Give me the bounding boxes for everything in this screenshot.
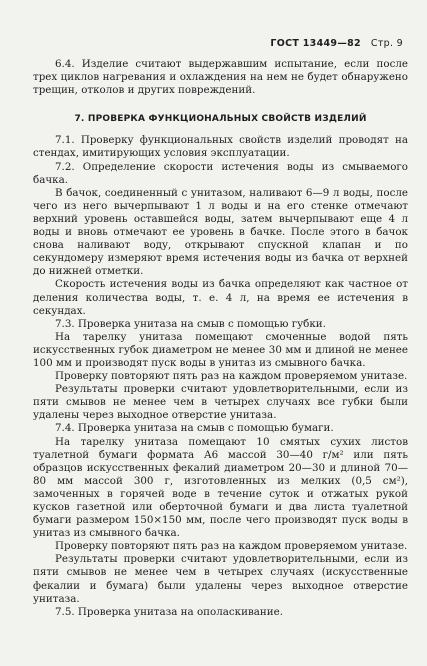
paragraph: Результаты проверки считают удовлетворительными, если из пяти смывов не менее чем в четырех случаях (искусственные фекалии и бумага) были удалены через выходное отверстие унитаза. xyxy=(33,553,408,605)
paragraph: Скорость истечения воды из бачка определяют как частное от деления количества воды, т. е. 4 л, на время ее истечения в секундах. xyxy=(33,278,408,317)
paragraph: Проверку повторяют пять раз на каждом проверяемом унитазе. xyxy=(55,370,408,383)
standard-number: ГОСТ 13449—82 xyxy=(270,38,361,49)
paragraph: Проверку повторяют пять раз на каждом проверяемом унитазе. xyxy=(55,540,408,553)
paragraph-7-1: 7.1. Проверку функциональных свойств изделий проводят на стендах, имитирующих условия эксплуатации. xyxy=(33,134,408,160)
paragraph-6-4: 6.4. Изделие считают выдержавшим испытание, если после трех циклов нагревания и охлаждения на нем не будет обнаружено трещин, отколов и других повреждений. xyxy=(33,58,408,97)
paragraph-7-2: 7.2. Определение скорости истечения воды из смываемого бачка. xyxy=(33,160,408,186)
paragraph: В бачок, соединенный с унитазом, наливают 6—9 л воды, после чего из него вычерпывают 1 л воды и на его стенке отмечают верхний уровень оставшейся воды, затем вычерпывают еще 4 л воды и вновь отмечают ее уровень в бачке. После этого в бачок снова наливают воду, открывают спускной клапан и по секундомеру измеряют время истечения воды из бачка от верхней до нижней отметки. xyxy=(33,186,408,278)
paragraph-7-4: 7.4. Проверка унитаза на смыв с помощью бумаги. xyxy=(55,422,334,435)
section-heading: 7. ПРОВЕРКА ФУНКЦИОНАЛЬНЫХ СВОЙСТВ ИЗДЕЛИЙ xyxy=(74,114,367,125)
paragraph-7-3: 7.3. Проверка унитаза на смыв с помощью губки. xyxy=(55,317,326,330)
paragraph-7-5: 7.5. Проверка унитаза на ополаскивание. xyxy=(55,605,283,618)
document-body xyxy=(33,58,408,619)
paragraph: На тарелку унитаза помещают смоченные водой пять искусственных губок диаметром не менее 30 мм и длиной не менее 100 мм и производят пуск воды в унитаз из смывного бачка. xyxy=(33,330,408,369)
paragraph: Результаты проверки считают удовлетворительными, если из пяти смывов не менее чем в четырех случаях все губки были удалены через выходное отверстие унитаза. xyxy=(33,383,408,422)
page-number: Стр. 9 xyxy=(370,38,403,49)
paragraph: На тарелку унитаза помещают 10 смятых сухих листов туалетной бумаги формата А6 массой 30—40 г/м² или пять образцов искусственных фекалий диаметром 20—30 и длиной 70—80 мм массой 300 г, изготовленных из мелких (0,5 см²), замоченных в горячей воде в течение суток и отжатых рукой кусков газетной или оберточной бумаги и два листа туалетной бумаги размером 150×150 мм, после чего производят пуск воды в унитаз из смывного бачка. xyxy=(33,435,408,540)
page-header xyxy=(270,38,403,49)
